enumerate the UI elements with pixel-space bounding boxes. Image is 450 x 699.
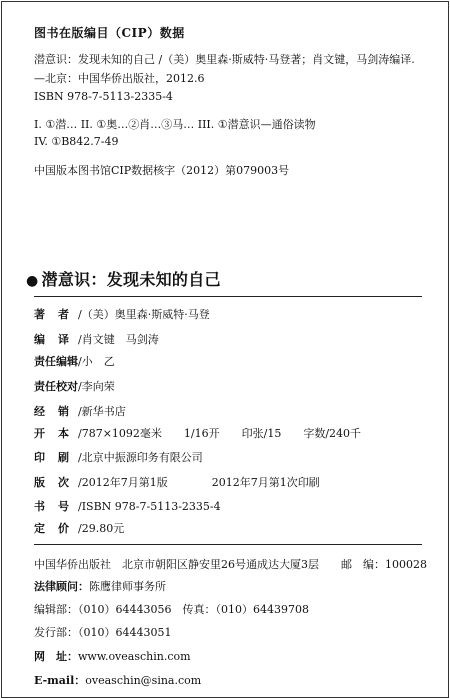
credit-value: /小 乙: [78, 355, 115, 368]
website: [34, 648, 191, 664]
credit-label-b: 次: [58, 476, 69, 489]
legal-label: 法律顾问：: [34, 580, 89, 593]
credit-value: /李向荣: [78, 380, 115, 393]
cip-classification-1: I. ①潜… II. ①奥…②肖…③马… III. ①潜意识—通俗读物: [34, 118, 316, 131]
distribution-phone: 发行部：（010）64443051: [34, 626, 172, 639]
credit-edition: [34, 474, 320, 490]
editorial-phone: 编辑部：（010）64443056 传真：（010）64439708: [34, 603, 309, 616]
cip-entry: 潜意识：发现未知的自己 /（美）奥里森·斯威特·马登著；肖文键，马剑涛编译. —北京：中国华侨出版社，2012.6: [34, 53, 415, 85]
title-divider: [34, 296, 422, 297]
credit-value: /2012年7月第1版 2012年7月第1次印刷: [78, 476, 320, 489]
cip-catalog-number: 中国版本图书馆CIP数据核字（2012）第079003号: [34, 164, 290, 177]
bullet-icon: ●: [26, 273, 39, 289]
credit-price: [34, 520, 124, 536]
book-title-text: 潜意识：发现未知的自己: [41, 270, 221, 289]
credit-label-b: 价: [58, 522, 69, 535]
credit-label-b: 译: [58, 333, 69, 346]
website-link[interactable]: www.oveaschin.com: [78, 650, 191, 663]
legal-value: 陈鹰律师事务所: [89, 580, 166, 593]
credit-label-a: 定: [34, 522, 45, 535]
credit-value: /ISBN 978-7-5113-2335-4: [78, 500, 221, 513]
credit-label-a: 印: [34, 451, 45, 464]
credit-label-a: 开: [34, 427, 45, 440]
publisher-address: 中国华侨出版社 北京市朝阳区静安里26号通成达大厦3层 邮 编：100028: [34, 558, 427, 571]
credit-label-a: 版: [34, 476, 45, 489]
email-label: E-mail：: [34, 674, 86, 687]
credit-format: [34, 425, 361, 441]
credit-value: /北京中振源印务有限公司: [78, 451, 203, 464]
credit-label-b: 刷: [58, 451, 69, 464]
credit-label: 责任校对: [34, 380, 78, 393]
credit-label-a: 编: [34, 333, 45, 346]
publisher-divider: [34, 544, 422, 545]
email: [34, 672, 201, 688]
cip-classification-2: IV. ①B842.7-49: [34, 135, 119, 148]
credit-value: /新华书店: [78, 405, 126, 418]
credit-label-a: 著: [34, 308, 45, 321]
credit-printer: [34, 449, 203, 465]
credit-proofreader: [34, 378, 115, 394]
cip-title: 图书在版编目（CIP）数据: [34, 26, 185, 40]
legal-advisor: [34, 578, 166, 594]
website-label: 网 址：: [34, 650, 78, 663]
credit-label-a: 书: [34, 500, 45, 513]
credit-translator: [34, 331, 159, 347]
credit-value: /肖文键 马剑涛: [78, 333, 159, 346]
credit-value: /29.80元: [78, 522, 125, 535]
credit-distributor: [34, 403, 126, 419]
credit-label-b: 本: [58, 427, 69, 440]
credit-editor: [34, 353, 115, 369]
cip-isbn: ISBN 978-7-5113-2335-4: [34, 90, 173, 103]
credit-value: /787×1092毫米 1/16开 印张/15 字数/240千: [78, 427, 362, 440]
credit-isbn: [34, 498, 221, 514]
email-link[interactable]: oveaschin@sina.com: [85, 674, 202, 687]
credit-value: /（美）奥里森·斯威特·马登: [78, 308, 210, 321]
book-title: [26, 267, 221, 290]
credit-label-b: 号: [58, 500, 69, 513]
credit-label-b: 销: [58, 405, 69, 418]
credit-label: 责任编辑: [34, 355, 78, 368]
credit-label-a: 经: [34, 405, 45, 418]
credit-label-b: 者: [58, 308, 69, 321]
credit-author: [34, 306, 210, 322]
